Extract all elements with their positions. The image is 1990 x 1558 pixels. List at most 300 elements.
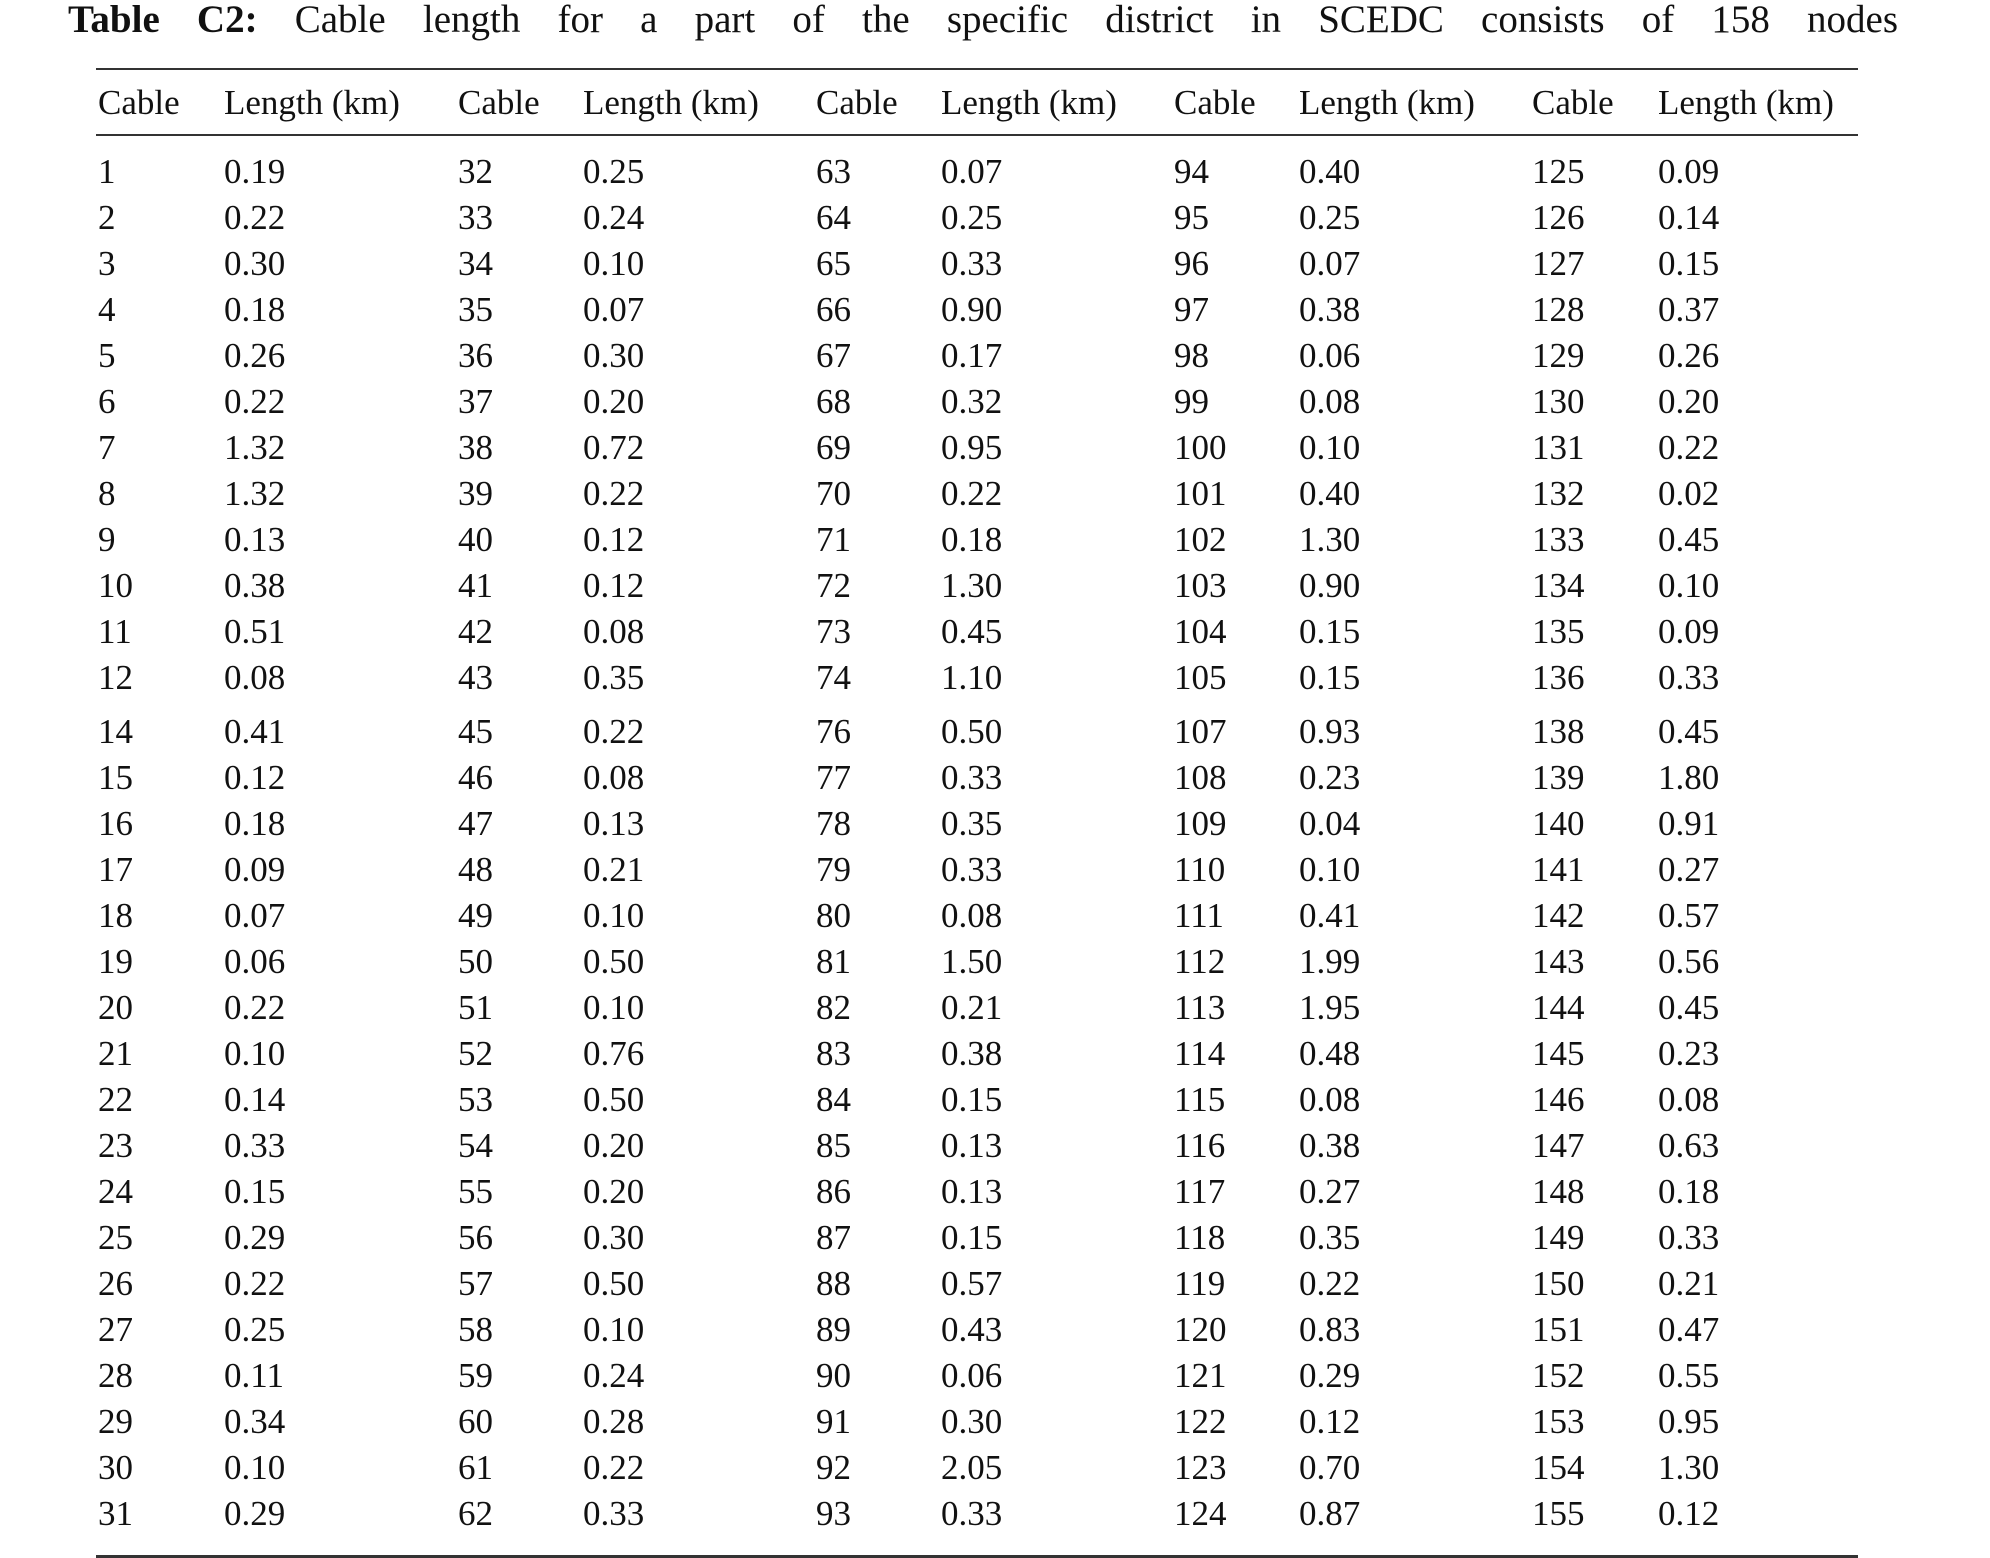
cable-id-cell: 126: [1532, 198, 1585, 237]
cable-id-cell: 110: [1174, 850, 1226, 889]
cable-id-cell: 67: [816, 336, 851, 375]
cable-id-cell: 107: [1174, 712, 1227, 751]
cable-id-cell: 65: [816, 244, 851, 283]
table-row: [0, 1124, 1990, 1168]
cable-id-cell: 140: [1532, 804, 1585, 843]
table-caption: [68, 0, 1898, 44]
cable-id-cell: 66: [816, 290, 851, 329]
cable-length-cell: 0.33: [941, 850, 1003, 889]
cable-id-cell: 62: [458, 1494, 493, 1533]
cable-id-cell: 60: [458, 1402, 493, 1441]
cable-length-cell: 0.10: [583, 896, 645, 935]
cable-id-cell: 151: [1532, 1310, 1585, 1349]
cable-length-cell: 0.33: [1658, 1218, 1720, 1257]
cable-length-cell: 0.22: [941, 474, 1003, 513]
table-row: [0, 1262, 1990, 1306]
cable-length-cell: 0.70: [1299, 1448, 1361, 1487]
cable-length-cell: 0.24: [583, 1356, 645, 1395]
cable-length-cell: 0.45: [1658, 988, 1720, 1027]
cable-id-cell: 23: [98, 1126, 133, 1165]
table-row: [0, 150, 1990, 194]
table-row: [0, 1492, 1990, 1536]
cable-length-cell: 0.07: [1299, 244, 1361, 283]
table-row: [0, 940, 1990, 984]
table-row: [0, 196, 1990, 240]
cable-id-cell: 85: [816, 1126, 851, 1165]
cable-id-cell: 73: [816, 612, 851, 651]
cable-length-cell: 0.17: [941, 336, 1003, 375]
cable-id-cell: 21: [98, 1034, 133, 1073]
cable-length-cell: 0.20: [583, 1126, 645, 1165]
cable-id-cell: 82: [816, 988, 851, 1027]
cable-length-cell: 0.08: [224, 658, 286, 697]
cable-id-cell: 41: [458, 566, 493, 605]
cable-id-cell: 42: [458, 612, 493, 651]
table-row: [0, 656, 1990, 700]
cable-id-cell: 128: [1532, 290, 1585, 329]
cable-length-cell: 0.20: [583, 1172, 645, 1211]
cable-id-cell: 94: [1174, 152, 1209, 191]
cable-length-cell: 1.32: [224, 428, 286, 467]
cable-id-cell: 154: [1532, 1448, 1585, 1487]
cable-id-cell: 152: [1532, 1356, 1585, 1395]
table-top-rule: [96, 68, 1858, 70]
cable-id-cell: 134: [1532, 566, 1585, 605]
column-header-cable: Cable: [1532, 83, 1614, 122]
cable-length-cell: 0.12: [1658, 1494, 1720, 1533]
cable-id-cell: 71: [816, 520, 851, 559]
cable-length-cell: 0.47: [1658, 1310, 1720, 1349]
cable-length-cell: 0.08: [1658, 1080, 1720, 1119]
cable-id-cell: 25: [98, 1218, 133, 1257]
cable-length-cell: 0.02: [1658, 474, 1720, 513]
cable-id-cell: 146: [1532, 1080, 1585, 1119]
cable-length-cell: 0.45: [1658, 712, 1720, 751]
cable-id-cell: 12: [98, 658, 133, 697]
cable-length-cell: 0.15: [941, 1080, 1003, 1119]
cable-length-cell: 0.22: [583, 712, 645, 751]
cable-length-cell: 0.08: [583, 612, 645, 651]
cable-id-cell: 26: [98, 1264, 133, 1303]
cable-length-cell: 0.37: [1658, 290, 1720, 329]
cable-id-cell: 142: [1532, 896, 1585, 935]
cable-id-cell: 14: [98, 712, 133, 751]
cable-id-cell: 112: [1174, 942, 1226, 981]
cable-id-cell: 8: [98, 474, 116, 513]
cable-length-cell: 0.35: [1299, 1218, 1361, 1257]
cable-length-cell: 0.27: [1299, 1172, 1361, 1211]
cable-id-cell: 147: [1532, 1126, 1585, 1165]
cable-length-cell: 0.43: [941, 1310, 1003, 1349]
column-header-length: Length (km): [1658, 83, 1834, 122]
cable-length-cell: 0.50: [583, 942, 645, 981]
cable-length-cell: 0.22: [224, 382, 286, 421]
table-row: [0, 242, 1990, 286]
cable-length-cell: 0.09: [224, 850, 286, 889]
cable-length-cell: 0.35: [583, 658, 645, 697]
cable-length-cell: 0.14: [224, 1080, 286, 1119]
cable-length-cell: 0.22: [224, 1264, 286, 1303]
cable-id-cell: 30: [98, 1448, 133, 1487]
cable-length-cell: 0.15: [941, 1218, 1003, 1257]
cable-length-cell: 0.55: [1658, 1356, 1720, 1395]
column-header-length: Length (km): [1299, 83, 1475, 122]
table-row: [0, 1446, 1990, 1490]
cable-id-cell: 32: [458, 152, 493, 191]
cable-length-cell: 0.21: [1658, 1264, 1720, 1303]
cable-id-cell: 101: [1174, 474, 1227, 513]
cable-id-cell: 37: [458, 382, 493, 421]
table-row: [0, 848, 1990, 892]
cable-id-cell: 24: [98, 1172, 133, 1211]
cable-id-cell: 105: [1174, 658, 1227, 697]
table-row: [0, 1354, 1990, 1398]
cable-id-cell: 91: [816, 1402, 851, 1441]
cable-id-cell: 79: [816, 850, 851, 889]
cable-id-cell: 19: [98, 942, 133, 981]
cable-id-cell: 98: [1174, 336, 1209, 375]
cable-length-cell: 0.34: [224, 1402, 286, 1441]
cable-id-cell: 109: [1174, 804, 1227, 843]
cable-length-cell: 0.50: [583, 1264, 645, 1303]
cable-id-cell: 80: [816, 896, 851, 935]
table-row: [0, 1400, 1990, 1444]
cable-id-cell: 153: [1532, 1402, 1585, 1441]
cable-length-cell: 0.12: [1299, 1402, 1361, 1441]
cable-id-cell: 56: [458, 1218, 493, 1257]
cable-id-cell: 46: [458, 758, 493, 797]
cable-id-cell: 89: [816, 1310, 851, 1349]
cable-length-cell: 0.10: [583, 988, 645, 1027]
cable-length-cell: 1.95: [1299, 988, 1361, 1027]
cable-id-cell: 70: [816, 474, 851, 513]
cable-length-cell: 0.18: [224, 290, 286, 329]
column-header-cable: Cable: [816, 83, 898, 122]
cable-id-cell: 118: [1174, 1218, 1226, 1257]
cable-length-cell: 0.33: [1658, 658, 1720, 697]
cable-length-cell: 0.08: [1299, 382, 1361, 421]
cable-id-cell: 155: [1532, 1494, 1585, 1533]
cable-length-cell: 0.08: [941, 896, 1003, 935]
table-row: [0, 1170, 1990, 1214]
cable-length-cell: 0.93: [1299, 712, 1361, 751]
cable-length-cell: 0.25: [941, 198, 1003, 237]
cable-id-cell: 111: [1174, 896, 1224, 935]
cable-length-cell: 0.20: [1658, 382, 1720, 421]
cable-id-cell: 55: [458, 1172, 493, 1211]
cable-length-cell: 0.25: [1299, 198, 1361, 237]
table-row: [0, 288, 1990, 332]
cable-id-cell: 57: [458, 1264, 493, 1303]
table-row: [0, 1078, 1990, 1122]
cable-id-cell: 48: [458, 850, 493, 889]
cable-id-cell: 96: [1174, 244, 1209, 283]
cable-length-cell: 0.48: [1299, 1034, 1361, 1073]
cable-id-cell: 38: [458, 428, 493, 467]
cable-id-cell: 31: [98, 1494, 133, 1533]
cable-length-cell: 0.72: [583, 428, 645, 467]
cable-length-cell: 0.21: [941, 988, 1003, 1027]
cable-length-cell: 0.83: [1299, 1310, 1361, 1349]
cable-id-cell: 22: [98, 1080, 133, 1119]
column-header-cable: Cable: [458, 83, 540, 122]
cable-id-cell: 100: [1174, 428, 1227, 467]
table-row: [0, 334, 1990, 378]
cable-id-cell: 68: [816, 382, 851, 421]
cable-id-cell: 150: [1532, 1264, 1585, 1303]
cable-length-cell: 0.41: [1299, 896, 1361, 935]
cable-id-cell: 88: [816, 1264, 851, 1303]
cable-length-cell: 0.23: [1299, 758, 1361, 797]
cable-id-cell: 45: [458, 712, 493, 751]
cable-id-cell: 51: [458, 988, 493, 1027]
cable-id-cell: 104: [1174, 612, 1227, 651]
cable-length-cell: 0.23: [1658, 1034, 1720, 1073]
cable-id-cell: 7: [98, 428, 116, 467]
cable-length-cell: 1.80: [1658, 758, 1720, 797]
cable-length-cell: 0.33: [224, 1126, 286, 1165]
cable-length-cell: 1.30: [941, 566, 1003, 605]
cable-id-cell: 97: [1174, 290, 1209, 329]
cable-id-cell: 59: [458, 1356, 493, 1395]
cable-length-cell: 0.10: [583, 1310, 645, 1349]
cable-id-cell: 139: [1532, 758, 1585, 797]
cable-length-cell: 0.63: [1658, 1126, 1720, 1165]
cable-length-cell: 0.57: [1658, 896, 1720, 935]
cable-length-cell: 0.56: [1658, 942, 1720, 981]
cable-id-cell: 119: [1174, 1264, 1226, 1303]
table-row: [0, 1032, 1990, 1076]
cable-length-cell: 0.08: [583, 758, 645, 797]
cable-id-cell: 9: [98, 520, 116, 559]
cable-length-cell: 0.22: [1658, 428, 1720, 467]
cable-id-cell: 144: [1532, 988, 1585, 1027]
cable-id-cell: 61: [458, 1448, 493, 1487]
cable-id-cell: 50: [458, 942, 493, 981]
cable-length-cell: 0.18: [941, 520, 1003, 559]
cable-id-cell: 74: [816, 658, 851, 697]
cable-length-cell: 0.27: [1658, 850, 1720, 889]
cable-id-cell: 132: [1532, 474, 1585, 513]
table-caption-text: Cable length for a part of the specific district in SCEDC consists of 158 nodes: [294, 0, 1899, 41]
cable-id-cell: 148: [1532, 1172, 1585, 1211]
cable-length-cell: 0.15: [1299, 612, 1361, 651]
cable-length-cell: 0.26: [1658, 336, 1720, 375]
table-row: [0, 380, 1990, 424]
cable-id-cell: 35: [458, 290, 493, 329]
cable-id-cell: 47: [458, 804, 493, 843]
table-row: [0, 472, 1990, 516]
cable-length-cell: 0.07: [224, 896, 286, 935]
cable-length-cell: 0.10: [1658, 566, 1720, 605]
cable-length-cell: 1.99: [1299, 942, 1361, 981]
cable-length-cell: 0.22: [583, 1448, 645, 1487]
cable-id-cell: 83: [816, 1034, 851, 1073]
cable-length-cell: 0.51: [224, 612, 286, 651]
cable-length-cell: 0.09: [1658, 612, 1720, 651]
cable-length-cell: 0.90: [941, 290, 1003, 329]
cable-length-cell: 1.30: [1658, 1448, 1720, 1487]
cable-length-cell: 0.45: [941, 612, 1003, 651]
cable-id-cell: 141: [1532, 850, 1585, 889]
cable-id-cell: 86: [816, 1172, 851, 1211]
table-row: [0, 710, 1990, 754]
cable-id-cell: 36: [458, 336, 493, 375]
cable-id-cell: 108: [1174, 758, 1227, 797]
cable-id-cell: 2: [98, 198, 116, 237]
cable-length-cell: 1.30: [1299, 520, 1361, 559]
cable-length-cell: 0.15: [1658, 244, 1720, 283]
cable-id-cell: 11: [98, 612, 132, 651]
cable-id-cell: 6: [98, 382, 116, 421]
cable-length-cell: 0.90: [1299, 566, 1361, 605]
cable-id-cell: 114: [1174, 1034, 1226, 1073]
cable-length-cell: 0.38: [1299, 290, 1361, 329]
cable-length-cell: 0.32: [941, 382, 1003, 421]
cable-id-cell: 17: [98, 850, 133, 889]
cable-id-cell: 29: [98, 1402, 133, 1441]
cable-length-cell: 0.18: [224, 804, 286, 843]
cable-length-cell: 0.15: [224, 1172, 286, 1211]
table-row: [0, 518, 1990, 562]
table-row: [0, 564, 1990, 608]
cable-length-cell: 0.08: [1299, 1080, 1361, 1119]
cable-id-cell: 138: [1532, 712, 1585, 751]
cable-length-cell: 0.18: [1658, 1172, 1720, 1211]
cable-length-cell: 0.06: [941, 1356, 1003, 1395]
cable-id-cell: 72: [816, 566, 851, 605]
cable-id-cell: 49: [458, 896, 493, 935]
cable-length-cell: 0.38: [224, 566, 286, 605]
table-caption-label: Table C2:: [68, 0, 258, 41]
table-row: [0, 426, 1990, 470]
cable-length-cell: 0.09: [1658, 152, 1720, 191]
cable-id-cell: 125: [1532, 152, 1585, 191]
cable-length-cell: 0.13: [941, 1126, 1003, 1165]
cable-length-cell: 0.06: [224, 942, 286, 981]
cable-id-cell: 121: [1174, 1356, 1227, 1395]
cable-length-cell: 0.30: [583, 1218, 645, 1257]
cable-length-cell: 0.06: [1299, 336, 1361, 375]
cable-length-cell: 2.05: [941, 1448, 1003, 1487]
cable-length-cell: 0.28: [583, 1402, 645, 1441]
cable-length-cell: 0.12: [224, 758, 286, 797]
cable-length-cell: 0.57: [941, 1264, 1003, 1303]
cable-id-cell: 34: [458, 244, 493, 283]
table-row: [0, 1308, 1990, 1352]
cable-length-cell: 0.29: [224, 1494, 286, 1533]
column-header-length: Length (km): [224, 83, 400, 122]
cable-id-cell: 15: [98, 758, 133, 797]
cable-length-cell: 0.50: [941, 712, 1003, 751]
cable-length-cell: 0.22: [1299, 1264, 1361, 1303]
cable-id-cell: 58: [458, 1310, 493, 1349]
cable-id-cell: 130: [1532, 382, 1585, 421]
cable-length-cell: 1.10: [941, 658, 1003, 697]
table-row: [0, 802, 1990, 846]
cable-id-cell: 33: [458, 198, 493, 237]
cable-id-cell: 81: [816, 942, 851, 981]
cable-id-cell: 102: [1174, 520, 1227, 559]
cable-length-cell: 0.14: [1658, 198, 1720, 237]
cable-id-cell: 143: [1532, 942, 1585, 981]
cable-id-cell: 122: [1174, 1402, 1227, 1441]
cable-length-cell: 0.33: [941, 758, 1003, 797]
column-header-length: Length (km): [941, 83, 1117, 122]
cable-id-cell: 69: [816, 428, 851, 467]
cable-length-cell: 0.04: [1299, 804, 1361, 843]
cable-id-cell: 3: [98, 244, 116, 283]
cable-length-cell: 0.13: [224, 520, 286, 559]
cable-length-cell: 0.24: [583, 198, 645, 237]
cable-id-cell: 123: [1174, 1448, 1227, 1487]
cable-length-cell: 0.11: [224, 1356, 284, 1395]
cable-length-cell: 0.10: [224, 1034, 286, 1073]
cable-id-cell: 124: [1174, 1494, 1227, 1533]
cable-length-cell: 0.87: [1299, 1494, 1361, 1533]
cable-length-cell: 0.30: [941, 1402, 1003, 1441]
cable-id-cell: 90: [816, 1356, 851, 1395]
cable-id-cell: 18: [98, 896, 133, 935]
cable-id-cell: 93: [816, 1494, 851, 1533]
cable-length-cell: 0.40: [1299, 152, 1361, 191]
cable-length-cell: 0.33: [583, 1494, 645, 1533]
cable-id-cell: 120: [1174, 1310, 1227, 1349]
cable-length-cell: 0.30: [583, 336, 645, 375]
cable-id-cell: 40: [458, 520, 493, 559]
cable-length-cell: 0.29: [224, 1218, 286, 1257]
cable-id-cell: 43: [458, 658, 493, 697]
cable-length-cell: 0.15: [1299, 658, 1361, 697]
cable-id-cell: 77: [816, 758, 851, 797]
cable-id-cell: 92: [816, 1448, 851, 1487]
cable-length-cell: 0.19: [224, 152, 286, 191]
cable-length-cell: 0.45: [1658, 520, 1720, 559]
cable-id-cell: 1: [98, 152, 116, 191]
cable-length-cell: 0.22: [583, 474, 645, 513]
table-header-rule: [96, 134, 1858, 136]
cable-length-cell: 0.33: [941, 244, 1003, 283]
cable-length-cell: 0.38: [941, 1034, 1003, 1073]
table-header-row: [0, 78, 1990, 128]
table-row: [0, 986, 1990, 1030]
cable-id-cell: 76: [816, 712, 851, 751]
cable-length-cell: 0.10: [1299, 850, 1361, 889]
cable-length-cell: 0.13: [583, 804, 645, 843]
cable-length-cell: 0.76: [583, 1034, 645, 1073]
cable-id-cell: 103: [1174, 566, 1227, 605]
column-header-cable: Cable: [1174, 83, 1256, 122]
cable-id-cell: 136: [1532, 658, 1585, 697]
cable-length-cell: 0.25: [583, 152, 645, 191]
cable-length-cell: 0.07: [941, 152, 1003, 191]
cable-length-cell: 0.20: [583, 382, 645, 421]
cable-length-cell: 0.40: [1299, 474, 1361, 513]
cable-id-cell: 4: [98, 290, 116, 329]
cable-length-cell: 0.26: [224, 336, 286, 375]
cable-length-cell: 0.29: [1299, 1356, 1361, 1395]
cable-id-cell: 99: [1174, 382, 1209, 421]
cable-length-cell: 0.95: [941, 428, 1003, 467]
table-row: [0, 610, 1990, 654]
cable-id-cell: 63: [816, 152, 851, 191]
cable-id-cell: 78: [816, 804, 851, 843]
cable-length-cell: 0.30: [224, 244, 286, 283]
cable-length-cell: 1.50: [941, 942, 1003, 981]
cable-id-cell: 28: [98, 1356, 133, 1395]
cable-length-cell: 0.50: [583, 1080, 645, 1119]
cable-id-cell: 145: [1532, 1034, 1585, 1073]
